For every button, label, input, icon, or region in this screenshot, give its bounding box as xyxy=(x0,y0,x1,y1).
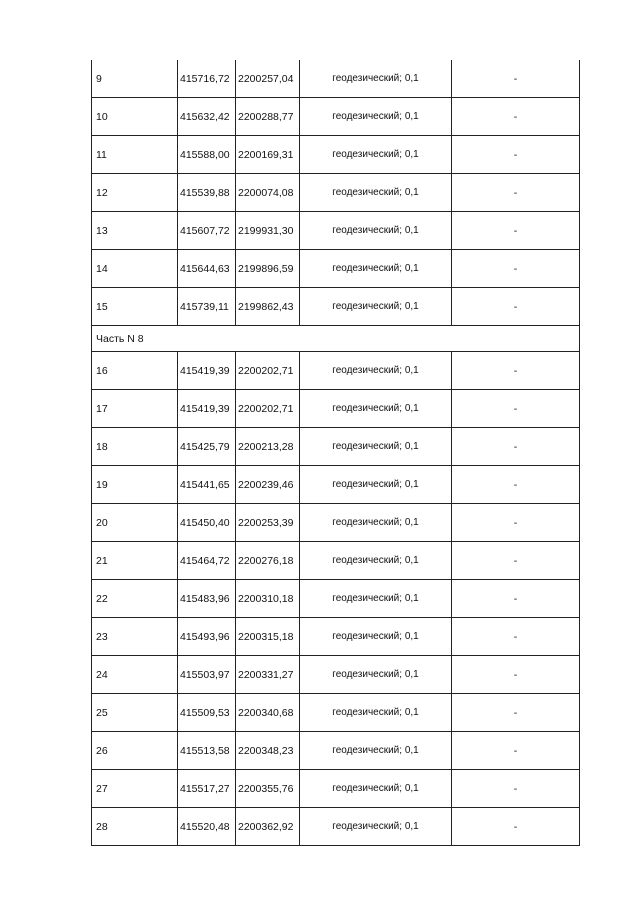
method-accuracy-cell: геодезический; 0,1 xyxy=(300,808,452,846)
table-row xyxy=(92,618,580,656)
table-row xyxy=(92,60,580,98)
x-coordinate-cell: 415503,97 xyxy=(178,656,236,694)
method-accuracy-cell: геодезический; 0,1 xyxy=(300,694,452,732)
method-accuracy-cell: геодезический; 0,1 xyxy=(300,580,452,618)
method-accuracy-cell: геодезический; 0,1 xyxy=(300,250,452,288)
y-coordinate-cell: 2200355,76 xyxy=(236,770,300,808)
note-cell: - xyxy=(452,60,580,98)
point-number-cell: 11 xyxy=(92,136,178,174)
section-header-row xyxy=(92,326,580,352)
y-coordinate-cell: 2200362,92 xyxy=(236,808,300,846)
note-cell: - xyxy=(452,580,580,618)
x-coordinate-cell: 415441,65 xyxy=(178,466,236,504)
y-coordinate-cell: 2200213,28 xyxy=(236,428,300,466)
x-coordinate-cell: 415419,39 xyxy=(178,390,236,428)
method-accuracy-cell: геодезический; 0,1 xyxy=(300,136,452,174)
point-number-cell: 18 xyxy=(92,428,178,466)
table-row xyxy=(92,466,580,504)
table-row xyxy=(92,98,580,136)
y-coordinate-cell: 2200340,68 xyxy=(236,694,300,732)
x-coordinate-cell: 415520,48 xyxy=(178,808,236,846)
table-row xyxy=(92,174,580,212)
note-cell: - xyxy=(452,212,580,250)
point-number-cell: 20 xyxy=(92,504,178,542)
section-label: Часть N 8 xyxy=(92,326,580,352)
y-coordinate-cell: 2200310,18 xyxy=(236,580,300,618)
y-coordinate-cell: 2200257,04 xyxy=(236,60,300,98)
table-row xyxy=(92,250,580,288)
note-cell: - xyxy=(452,618,580,656)
x-coordinate-cell: 415450,40 xyxy=(178,504,236,542)
y-coordinate-cell: 2199931,30 xyxy=(236,212,300,250)
table-row xyxy=(92,136,580,174)
y-coordinate-cell: 2200239,46 xyxy=(236,466,300,504)
method-accuracy-cell: геодезический; 0,1 xyxy=(300,98,452,136)
point-number-cell: 9 xyxy=(92,60,178,98)
method-accuracy-cell: геодезический; 0,1 xyxy=(300,60,452,98)
note-cell: - xyxy=(452,466,580,504)
x-coordinate-cell: 415716,72 xyxy=(178,60,236,98)
note-cell: - xyxy=(452,656,580,694)
method-accuracy-cell: геодезический; 0,1 xyxy=(300,618,452,656)
point-number-cell: 24 xyxy=(92,656,178,694)
y-coordinate-cell: 2200253,39 xyxy=(236,504,300,542)
coordinates-table-body xyxy=(92,60,580,846)
y-coordinate-cell: 2200202,71 xyxy=(236,390,300,428)
method-accuracy-cell: геодезический; 0,1 xyxy=(300,542,452,580)
method-accuracy-cell: геодезический; 0,1 xyxy=(300,732,452,770)
note-cell: - xyxy=(452,98,580,136)
table-row xyxy=(92,542,580,580)
point-number-cell: 25 xyxy=(92,694,178,732)
table-row xyxy=(92,504,580,542)
note-cell: - xyxy=(452,770,580,808)
point-number-cell: 16 xyxy=(92,352,178,390)
method-accuracy-cell: геодезический; 0,1 xyxy=(300,288,452,326)
point-number-cell: 14 xyxy=(92,250,178,288)
note-cell: - xyxy=(452,136,580,174)
method-accuracy-cell: геодезический; 0,1 xyxy=(300,656,452,694)
point-number-cell: 12 xyxy=(92,174,178,212)
x-coordinate-cell: 415539,88 xyxy=(178,174,236,212)
table-row xyxy=(92,428,580,466)
x-coordinate-cell: 415644,63 xyxy=(178,250,236,288)
note-cell: - xyxy=(452,390,580,428)
point-number-cell: 21 xyxy=(92,542,178,580)
note-cell: - xyxy=(452,174,580,212)
x-coordinate-cell: 415464,72 xyxy=(178,542,236,580)
table-row xyxy=(92,694,580,732)
point-number-cell: 10 xyxy=(92,98,178,136)
method-accuracy-cell: геодезический; 0,1 xyxy=(300,352,452,390)
y-coordinate-cell: 2199862,43 xyxy=(236,288,300,326)
note-cell: - xyxy=(452,504,580,542)
y-coordinate-cell: 2200348,23 xyxy=(236,732,300,770)
point-number-cell: 26 xyxy=(92,732,178,770)
table-row xyxy=(92,212,580,250)
note-cell: - xyxy=(452,732,580,770)
coordinates-table xyxy=(91,60,580,846)
y-coordinate-cell: 2200331,27 xyxy=(236,656,300,694)
point-number-cell: 27 xyxy=(92,770,178,808)
method-accuracy-cell: геодезический; 0,1 xyxy=(300,428,452,466)
x-coordinate-cell: 415517,27 xyxy=(178,770,236,808)
method-accuracy-cell: геодезический; 0,1 xyxy=(300,504,452,542)
x-coordinate-cell: 415513,58 xyxy=(178,732,236,770)
point-number-cell: 15 xyxy=(92,288,178,326)
table-row xyxy=(92,770,580,808)
table-row xyxy=(92,808,580,846)
y-coordinate-cell: 2200202,71 xyxy=(236,352,300,390)
method-accuracy-cell: геодезический; 0,1 xyxy=(300,174,452,212)
y-coordinate-cell: 2200315,18 xyxy=(236,618,300,656)
point-number-cell: 13 xyxy=(92,212,178,250)
table-row xyxy=(92,656,580,694)
method-accuracy-cell: геодезический; 0,1 xyxy=(300,390,452,428)
table-row xyxy=(92,390,580,428)
method-accuracy-cell: геодезический; 0,1 xyxy=(300,212,452,250)
y-coordinate-cell: 2200169,31 xyxy=(236,136,300,174)
table-row xyxy=(92,288,580,326)
x-coordinate-cell: 415588,00 xyxy=(178,136,236,174)
note-cell: - xyxy=(452,542,580,580)
point-number-cell: 28 xyxy=(92,808,178,846)
note-cell: - xyxy=(452,808,580,846)
point-number-cell: 17 xyxy=(92,390,178,428)
method-accuracy-cell: геодезический; 0,1 xyxy=(300,770,452,808)
x-coordinate-cell: 415607,72 xyxy=(178,212,236,250)
note-cell: - xyxy=(452,250,580,288)
note-cell: - xyxy=(452,428,580,466)
x-coordinate-cell: 415632,42 xyxy=(178,98,236,136)
x-coordinate-cell: 415739,11 xyxy=(178,288,236,326)
point-number-cell: 23 xyxy=(92,618,178,656)
x-coordinate-cell: 415509,53 xyxy=(178,694,236,732)
note-cell: - xyxy=(452,694,580,732)
x-coordinate-cell: 415493,96 xyxy=(178,618,236,656)
y-coordinate-cell: 2200288,77 xyxy=(236,98,300,136)
x-coordinate-cell: 415425,79 xyxy=(178,428,236,466)
method-accuracy-cell: геодезический; 0,1 xyxy=(300,466,452,504)
y-coordinate-cell: 2200276,18 xyxy=(236,542,300,580)
note-cell: - xyxy=(452,288,580,326)
y-coordinate-cell: 2199896,59 xyxy=(236,250,300,288)
table-row xyxy=(92,352,580,390)
point-number-cell: 22 xyxy=(92,580,178,618)
note-cell: - xyxy=(452,352,580,390)
x-coordinate-cell: 415483,96 xyxy=(178,580,236,618)
point-number-cell: 19 xyxy=(92,466,178,504)
x-coordinate-cell: 415419,39 xyxy=(178,352,236,390)
table-row xyxy=(92,732,580,770)
y-coordinate-cell: 2200074,08 xyxy=(236,174,300,212)
table-row xyxy=(92,580,580,618)
